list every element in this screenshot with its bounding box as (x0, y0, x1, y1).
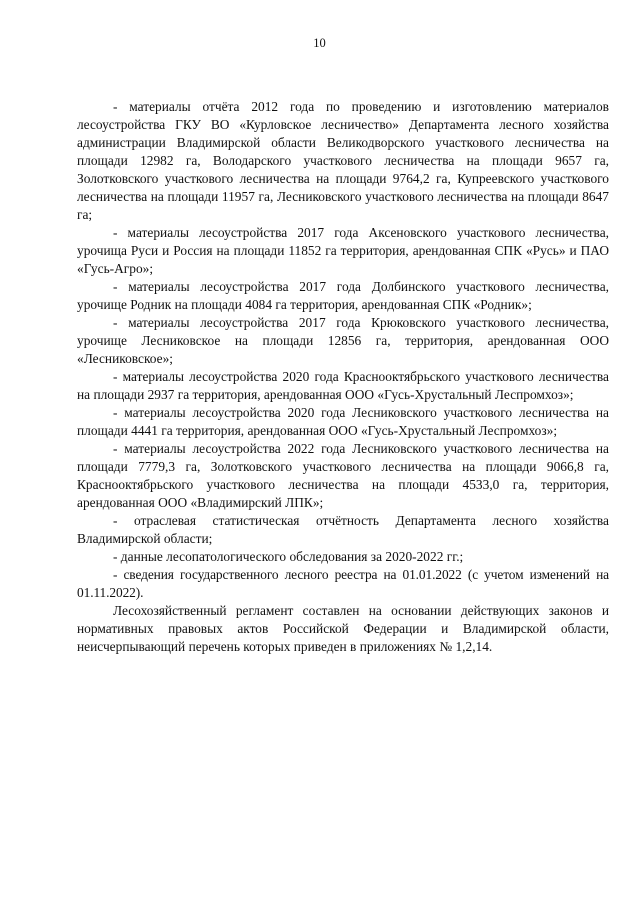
paragraph-lesnikovskoe-2022: - материалы лесоустройства 2022 года Лесниковского участкового лесничества на площади 7779,3 га, Золотковского участкового лесничества на площади 9066,8 га, Краснооктябрьского участкового лесничества на площади 4533,0 га, территория, арендованная ООО «Владимирский ЛПК»; (77, 441, 609, 510)
paragraph-materials-2012: - материалы отчёта 2012 года по проведению и изготовлению материалов лесоустройства ГКУ ВО «Курловское лесничество» Департамента лесного хозяйства администрации Владимирской области Великодворского участкового лесничества на площади 12982 га, Володарского участкового лесничества на площади 9657 га, Золотковского участкового лесничества на площади 9764,2 га, Купреевского участкового лесничества на площади 11957 га, Лесниковского участкового лесничества на площади 8647 га; (77, 99, 609, 222)
paragraph-statistics: - отраслевая статистическая отчётность Департамента лесного хозяйства Владимирской области; (77, 513, 609, 546)
paragraph-regulation-basis: Лесохозяйственный регламент составлен на основании действующих законов и нормативных правовых актов Российской Федерации и Владимирской области, неисчерпывающий перечень которых приведен в приложениях № 1,2,14. (77, 603, 609, 654)
paragraph-pathology-survey: - данные лесопатологического обследования за 2020-2022 гг.; (113, 549, 464, 564)
paragraph-aksenovskoe-2017: - материалы лесоустройства 2017 года Аксеновского участкового лесничества, урочища Руси и Россия на площади 11852 га территория, арендованная СПК «Русь» и ПАО «Гусь-Агро»; (77, 225, 609, 276)
paragraph-forest-register: - сведения государственного лесного реестра на 01.01.2022 (с учетом изменений на 01.11.2022). (77, 567, 609, 600)
paragraph-kryukovskoe-2017: - материалы лесоустройства 2017 года Крюковского участкового лесничества, урочище Лесниковское на площади 12856 га, территория, арендованная ООО «Лесниковское»; (77, 315, 609, 366)
paragraph-dolbinskoe-2017: - материалы лесоустройства 2017 года Долбинского участкового лесничества, урочище Родник на площади 4084 га территория, арендованная СПК «Родник»; (77, 279, 609, 312)
page-number: 10 (313, 36, 326, 50)
paragraph-krasnooktyabrskoe-2020: - материалы лесоустройства 2020 года Краснооктябрьского участкового лесничества на площади 2937 га территория, арендованная ООО «Гусь-Хрустальный Леспромхоз»; (77, 369, 609, 402)
document-body (77, 98, 609, 656)
paragraph-lesnikovskoe-2020: - материалы лесоустройства 2020 года Лесниковского участкового лесничества на площади 4441 га территория, арендованная ООО «Гусь-Хрустальный Леспромхоз»; (77, 405, 609, 438)
